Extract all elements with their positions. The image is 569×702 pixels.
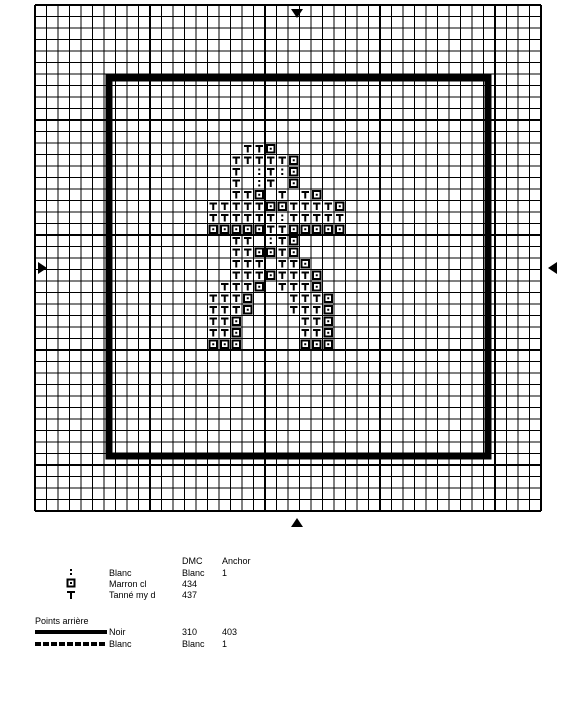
stitch-t-symbol [302,318,310,326]
stitch-square-symbol [324,340,334,350]
stitch-t-symbol [256,145,264,153]
stitch-dot-symbol [270,238,272,245]
t-symbol-icon [66,590,76,600]
stitch-square-symbol [312,340,322,350]
backstitch-name: Noir [109,627,126,637]
dmc-column-header: DMC [182,556,203,566]
stitch-t-symbol [233,249,241,257]
stitch-t-symbol [325,203,333,211]
stitch-t-symbol [313,306,321,314]
stitch-square-symbol [209,340,219,350]
stitch-square-symbol [243,225,253,235]
stitch-t-symbol [221,306,229,314]
stitch-t-symbol [244,283,252,291]
stitch-t-symbol [233,283,241,291]
stitch-t-symbol [290,214,298,222]
stitch-square-symbol [335,202,345,212]
stitch-square-symbol [255,225,265,235]
stitch-t-symbol [256,203,264,211]
stitch-square-symbol [220,340,230,350]
stitch-t-symbol [221,203,229,211]
stitch-t-symbol [279,157,287,165]
center-arrow-left-icon [38,262,47,274]
stitch-square-symbol [335,225,345,235]
stitch-t-symbol [233,237,241,245]
backstitch-dmc: 310 [182,627,198,637]
stitch-t-symbol [302,272,310,280]
stitch-t-symbol [233,306,241,314]
stitch-t-symbol [256,214,264,222]
stitch-square-symbol [289,225,299,235]
stitch-t-symbol [210,306,218,314]
stitch-t-symbol [256,157,264,165]
stitch-t-symbol [313,295,321,303]
stitch-square-symbol [278,202,288,212]
stitch-dot-symbol [281,169,283,176]
stitch-t-symbol [244,214,252,222]
stitch-square-symbol [255,190,265,200]
stitch-t-symbol [221,295,229,303]
stitch-t-symbol [302,191,310,199]
stitch-t-symbol [302,306,310,314]
thread-name: Tanné my d [109,590,156,600]
stitch-t-symbol [290,306,298,314]
stitch-t-symbol [244,272,252,280]
stitch-square-symbol [232,317,242,327]
stitch-t-symbol [302,214,310,222]
dot-symbol-icon [66,567,76,577]
stitch-square-symbol [324,305,334,315]
stitch-t-symbol [313,203,321,211]
stitch-t-symbol [313,214,321,222]
stitch-square-symbol [312,282,322,292]
stitch-t-symbol [210,329,218,337]
stitch-dot-symbol [281,215,283,222]
stitch-t-symbol [302,283,310,291]
stitch-t-symbol [279,260,287,268]
stitch-t-symbol [267,226,275,234]
stitch-square-symbol [312,271,322,281]
stitch-square-symbol [301,340,311,350]
stitch-t-symbol [290,283,298,291]
stitch-t-symbol [233,214,241,222]
stitch-t-symbol [244,203,252,211]
stitch-t-symbol [302,329,310,337]
dashed-line-icon [35,642,107,646]
thread-name: Marron cl [109,579,147,589]
stitch-square-symbol [324,317,334,327]
center-arrow-right-icon [548,262,557,274]
stitch-t-symbol [302,295,310,303]
stitch-t-symbol [233,191,241,199]
anchor-column-header: Anchor [222,556,251,566]
stitch-t-symbol [336,214,344,222]
stitch-t-symbol [290,272,298,280]
stitch-t-symbol [290,203,298,211]
stitch-square-symbol [255,282,265,292]
stitch-square-symbol [266,248,276,258]
stitch-t-symbol [244,145,252,153]
backstitch-dmc: Blanc [182,639,205,649]
stitch-t-symbol [233,157,241,165]
stitch-t-symbol [256,272,264,280]
stitch-t-symbol [221,283,229,291]
stitch-square-symbol [289,156,299,166]
stitch-square-symbol [220,225,230,235]
stitch-square-symbol [232,225,242,235]
stitch-t-symbol [267,180,275,188]
stitch-square-symbol [324,225,334,235]
square-symbol-icon [66,578,76,588]
stitch-t-symbol [244,191,252,199]
stitch-t-symbol [233,272,241,280]
backstitch-title: Points arrière [35,616,89,626]
stitch-square-symbol [324,328,334,338]
stitch-t-symbol [267,214,275,222]
stitch-t-symbol [256,260,264,268]
stitch-square-symbol [266,202,276,212]
stitch-t-symbol [279,237,287,245]
stitch-t-symbol [233,295,241,303]
stitch-t-symbol [279,272,287,280]
stitch-t-symbol [244,249,252,257]
stitch-square-symbol [266,271,276,281]
stitch-t-symbol [210,203,218,211]
stitch-t-symbol [210,214,218,222]
stitch-square-symbol [289,167,299,177]
stitch-t-symbol [221,318,229,326]
stitch-t-symbol [279,283,287,291]
stitch-square-symbol [243,294,253,304]
backstitch-anchor: 1 [222,639,228,649]
stitch-t-symbol [325,214,333,222]
solid-line-icon [35,630,107,634]
stitch-t-symbol [233,260,241,268]
stitch-square-symbol [324,294,334,304]
thread-name: Blanc [109,568,132,578]
stitch-t-symbol [221,329,229,337]
stitch-t-symbol [279,191,287,199]
stitch-t-symbol [244,157,252,165]
stitch-square-symbol [289,248,299,258]
stitch-square-symbol [232,328,242,338]
stitch-square-symbol [289,179,299,189]
stitch-t-symbol [267,157,275,165]
stitch-t-symbol [244,237,252,245]
backstitch-anchor: 403 [222,627,238,637]
stitch-dot-symbol [258,169,260,176]
center-arrow-bottom-icon [291,518,303,527]
stitch-square-symbol [301,259,311,269]
stitch-square-symbol [243,305,253,315]
stitch-t-symbol [233,180,241,188]
stitch-t-symbol [233,203,241,211]
stitch-square-symbol [312,225,322,235]
stitch-t-symbol [279,226,287,234]
stitch-t-symbol [233,168,241,176]
stitch-t-symbol [302,203,310,211]
stitch-t-symbol [313,318,321,326]
thread-dmc: Blanc [182,568,205,578]
stitch-t-symbol [313,329,321,337]
thread-dmc: 437 [182,590,198,600]
thread-anchor: 1 [222,568,228,578]
backstitch-name: Blanc [109,639,132,649]
stitch-square-symbol [312,190,322,200]
legend [0,548,569,702]
stitch-square-symbol [232,340,242,350]
stitch-square-symbol [255,248,265,258]
stitch-t-symbol [290,295,298,303]
stitch-t-symbol [221,214,229,222]
stitch-square-symbol [301,225,311,235]
stitch-dot-symbol [258,180,260,187]
stitch-t-symbol [290,260,298,268]
stitch-t-symbol [279,249,287,257]
thread-dmc: 434 [182,579,198,589]
stitch-t-symbol [244,260,252,268]
stitch-t-symbol [210,295,218,303]
stitch-square-symbol [289,236,299,246]
stitch-t-symbol [210,318,218,326]
stitch-square-symbol [266,144,276,154]
stitch-t-symbol [267,168,275,176]
stitch-square-symbol [209,225,219,235]
backstitch-border [109,78,488,456]
